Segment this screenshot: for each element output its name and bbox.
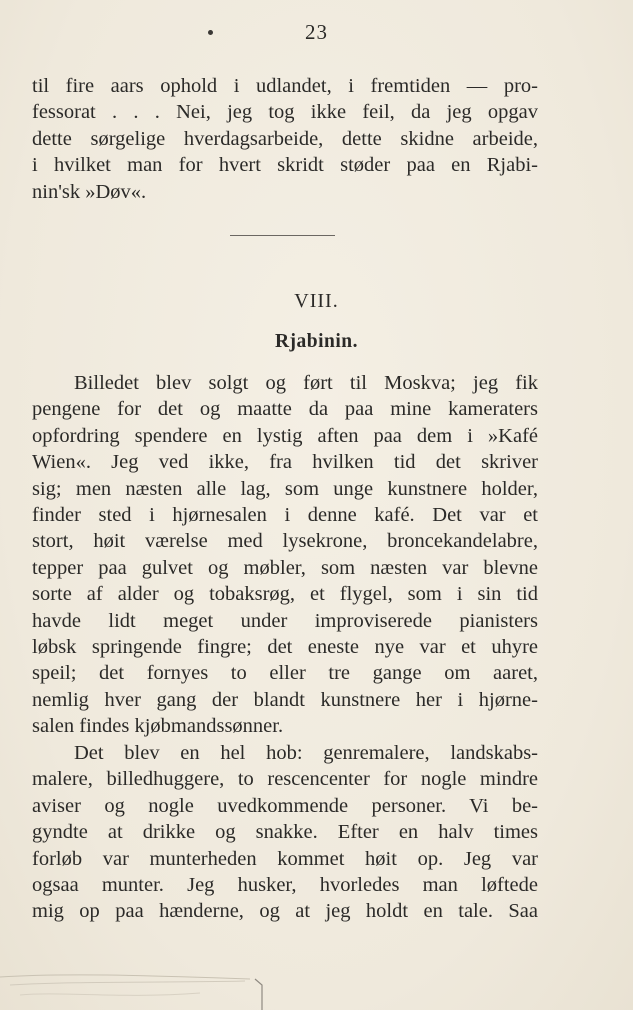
text-line: speil; det fornyes to eller tre gange om aaret,: [32, 662, 538, 685]
text-line: finder sted i hjørnesalen i denne kafé. Det var et: [32, 503, 538, 526]
text-line: fessorat . . . Nei, jeg tog ikke feil, da jeg opgav: [32, 101, 538, 124]
text-line: nin'sk »Døv«.: [32, 180, 147, 203]
paragraph-2: [32, 740, 538, 925]
text-line: forløb var munterheden kommet høit op. Jeg var: [32, 847, 538, 870]
text-line: Det blev en hel hob: genremalere, landskabs-: [74, 742, 538, 764]
text-line: salen findes kjøbmandssønner.: [32, 715, 284, 738]
text-line: sorte af alder og tobaksrøg, et flygel, som i sin tid: [32, 583, 538, 606]
text-line: dette sørgelige hverdagsarbeide, dette skidne arbeide,: [32, 127, 538, 150]
text-line: ogsaa munter. Jeg husker, hvorledes man løftede: [32, 873, 538, 896]
paragraph-continuation: [32, 73, 538, 205]
text-line: pengene for det og maatte da paa mine kameraters: [32, 398, 538, 421]
text-line: aviser og nogle uvedkommende personer. Vi be-: [32, 794, 538, 817]
section-divider: [230, 235, 335, 236]
text-line: gyndte at drikke og snakke. Efter en halv times: [32, 821, 538, 844]
paragraph-1: [32, 370, 538, 739]
chapter-title: Rjabinin.: [274, 331, 359, 352]
text-line: opfordring spendere en lystig aften paa dem i »Kafé: [32, 424, 538, 447]
text-line: malere, billedhuggere, to rescencenter for nogle mindre: [32, 768, 538, 791]
text-line: havde lidt meget under improviserede pianisters: [32, 609, 538, 632]
chapter-number: VIII.: [294, 290, 339, 312]
text-line: i hvilket man for hvert skridt støder paa en Rjabi-: [32, 154, 538, 177]
text-line: sig; men næsten alle lag, som unge kunstnere holder,: [32, 477, 538, 500]
text-line: tepper paa gulvet og møbler, som næsten var blevne: [32, 556, 538, 579]
page-edge-marks: [0, 955, 633, 1010]
page-number: 23: [305, 20, 328, 44]
text-line: til fire aars ophold i udlandet, i fremtiden — pro-: [32, 75, 538, 97]
text-line: nemlig hver gang der blandt kunstnere her i hjørne-: [32, 688, 538, 711]
text-line: Wien«. Jeg ved ikke, fra hvilken tid det skriver: [32, 451, 538, 474]
text-line: Billedet blev solgt og ført til Moskva; jeg fik: [74, 372, 538, 394]
text-line: løbsk springende fingre; det eneste nye var et uhyre: [32, 635, 538, 658]
text-line: mig op paa hænderne, og at jeg holdt en tale. Saa: [32, 900, 538, 923]
text-line: stort, høit værelse med lysekrone, broncekandelabre,: [32, 530, 538, 553]
